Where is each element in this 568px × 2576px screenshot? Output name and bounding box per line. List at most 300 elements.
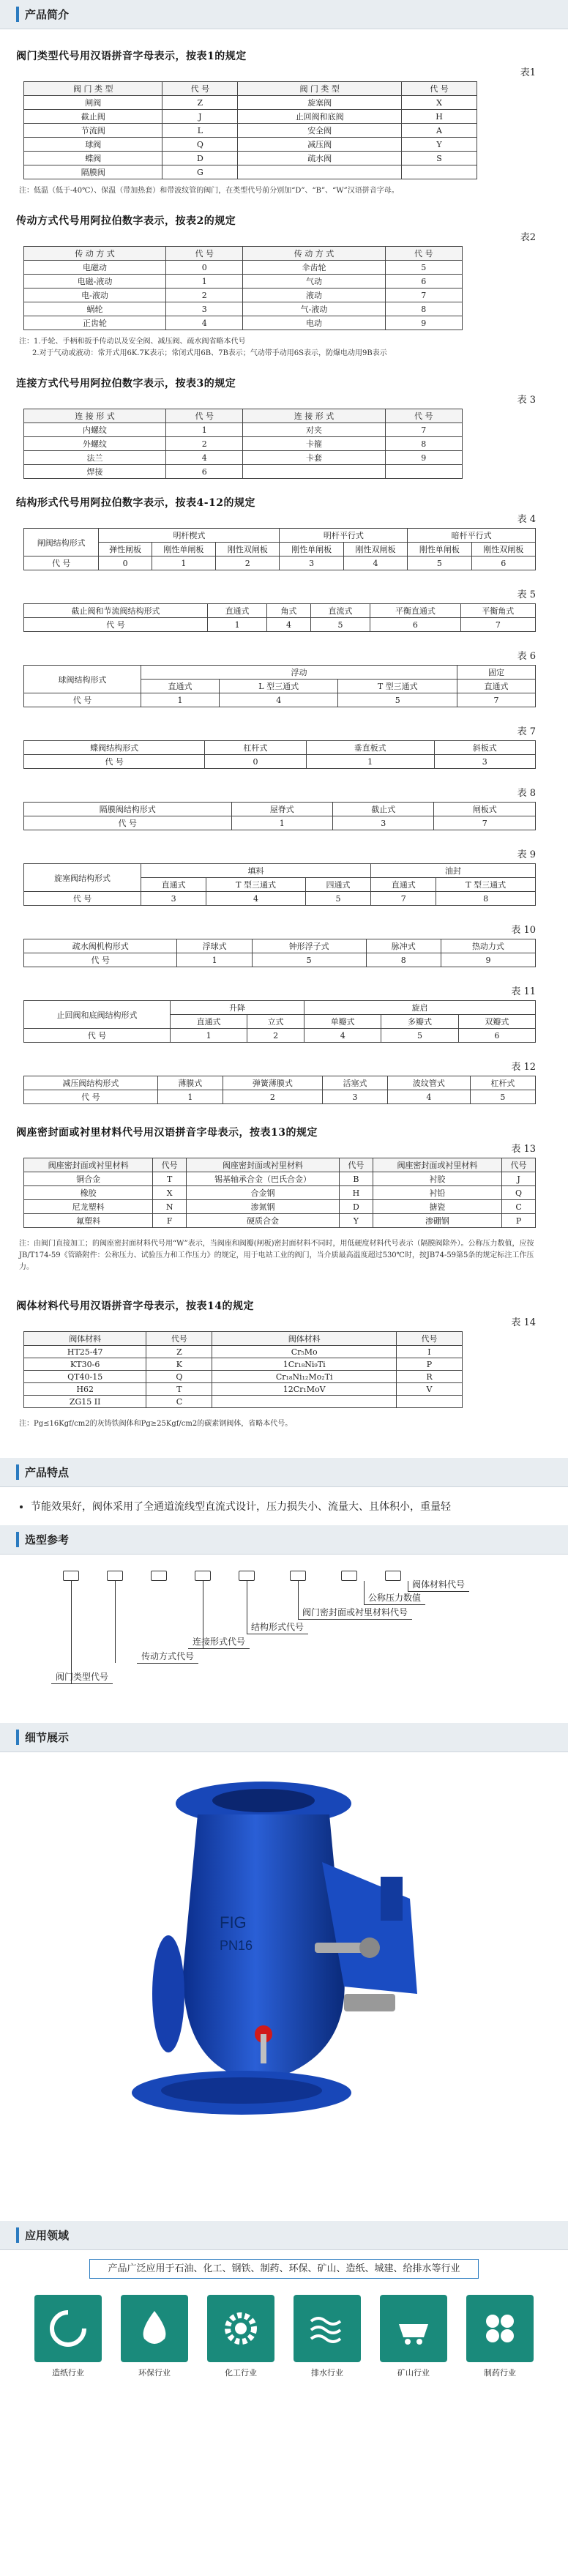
table-subheader-cell: 刚性单闸板 — [152, 543, 215, 556]
code-cell: 5 — [408, 556, 471, 570]
code-cell: 4 — [219, 693, 338, 707]
table-cell: 8 — [385, 437, 462, 451]
table-header-cell: 阀 门 类 型 — [24, 82, 162, 96]
table-cell: D — [162, 152, 238, 165]
table-5-number: 表 5 — [517, 589, 536, 600]
table-1 — [23, 81, 477, 179]
code-label-seal-material: 阀门密封面或衬里材料代号 — [298, 1606, 412, 1620]
table-11-block — [16, 983, 549, 1043]
table-10-block — [16, 922, 549, 967]
table-header-cell: 阀体材料 — [24, 1332, 146, 1346]
table-4-group: 明杆平行式 — [280, 529, 408, 543]
application-label: 造纸行业 — [52, 2368, 84, 2378]
table-cell: V — [396, 1383, 462, 1396]
code-cell: 8 — [366, 953, 441, 967]
water-drop-icon — [121, 2295, 188, 2362]
table-subheader-cell: 直通式 — [141, 680, 220, 693]
code-cell: 3 — [322, 1090, 387, 1104]
table-header-cell: 直通式 — [208, 604, 267, 618]
table-cell: Q — [502, 1186, 536, 1200]
code-label-pressure: 公称压力数值 — [364, 1591, 425, 1605]
table-cell: Z — [146, 1346, 212, 1358]
table-cell: K — [146, 1358, 212, 1371]
table-cell: 电动 — [243, 316, 385, 330]
table-subheader-cell: 多瓣式 — [381, 1015, 458, 1029]
code-cell: 1 — [141, 693, 220, 707]
table-9-block — [16, 846, 549, 906]
table-4-title: 结构形式代号用阿拉伯数字表示，按表4-12的规定 — [16, 497, 256, 509]
code-box — [151, 1571, 167, 1581]
table-header-cell: 阀 门 类 型 — [238, 82, 402, 96]
table-row — [24, 289, 463, 302]
table-3-number: 表 3 — [517, 395, 536, 406]
table-cell: 8 — [385, 302, 462, 316]
table-header-cell: 代 号 — [166, 247, 243, 261]
table-cell: P — [396, 1358, 462, 1371]
code-label: 代 号 — [24, 892, 141, 906]
table-label: 减压阀结构形式 — [24, 1076, 158, 1090]
code-cell: 2 — [247, 1029, 304, 1043]
table-header-cell: 直流式 — [310, 604, 370, 618]
intro-document — [0, 48, 568, 1430]
table-header-cell: 杠杆式 — [470, 1076, 535, 1090]
table-cell: 硬质合金 — [187, 1214, 340, 1228]
table-subheader-cell: 刚性单闸板 — [280, 543, 343, 556]
table-cell: 节流阀 — [24, 124, 162, 138]
section-title: 产品特点 — [16, 1464, 69, 1480]
table-6-group: 浮动 — [141, 666, 457, 680]
gear-icon — [207, 2295, 274, 2362]
table-header-cell: 阀座密封面或衬里材料 — [373, 1158, 501, 1172]
table-subheader-cell: 刚性双闸板 — [216, 543, 280, 556]
table-2-note-1: 注：1.手轮、手柄和扳手传动以及安全阀、减压阀、疏水阀省略本代号 — [19, 338, 246, 346]
code-cell: 1 — [306, 755, 434, 769]
table-header-cell: 连 接 形 式 — [24, 409, 166, 423]
table-11-label: 止回阀和底阀结构形式 — [24, 1001, 171, 1029]
section-title: 应用领域 — [16, 2227, 69, 2243]
code-box — [290, 1571, 306, 1581]
table-cell: T — [146, 1383, 212, 1396]
table-cell: 搪瓷 — [373, 1200, 501, 1214]
section-header-selection — [0, 1525, 568, 1555]
table-cell: 旋塞阀 — [238, 96, 402, 110]
leader-line — [115, 1581, 116, 1663]
code-cell: 3 — [333, 816, 434, 830]
table-cell: HT25-47 — [24, 1346, 146, 1358]
code-cell: 3 — [141, 892, 206, 906]
mine-cart-icon — [380, 2295, 447, 2362]
side-flange — [152, 1935, 184, 2052]
code-cell: 3 — [280, 556, 343, 570]
table-cell: 2 — [166, 437, 243, 451]
code-cell: 8 — [436, 892, 536, 906]
code-label: 代 号 — [24, 556, 99, 570]
code-label: 代 号 — [24, 755, 205, 769]
application-label: 化工行业 — [225, 2368, 257, 2378]
table-row — [24, 261, 463, 275]
table-row — [24, 124, 477, 138]
valve-photo — [0, 1752, 568, 2221]
table-row — [24, 96, 477, 110]
code-cell: 3 — [434, 755, 536, 769]
table-11-group: 升降 — [171, 1001, 304, 1015]
table-header-cell: 传 动 方 式 — [243, 247, 385, 261]
pilot-valve — [344, 1994, 395, 2011]
table-cell: 尼龙塑料 — [24, 1200, 153, 1214]
table-cell: 锡基轴承合金（巴氏合金） — [187, 1172, 340, 1186]
table-cell: 1Cr₁₈Ni₉Ti — [212, 1358, 397, 1371]
table-cell: Y — [339, 1214, 373, 1228]
table-cell: 减压阀 — [238, 138, 402, 152]
code-label: 代 号 — [24, 1029, 171, 1043]
table-cell: 合金钢 — [187, 1186, 340, 1200]
table-cell: 液动 — [243, 289, 385, 302]
table-cell: 12Cr₁MoV — [212, 1383, 397, 1396]
section-title: 细节展示 — [16, 1730, 69, 1745]
application-mining — [380, 2295, 447, 2378]
table-6-group: 固定 — [457, 666, 536, 680]
table-8-block — [16, 785, 549, 830]
table-header-cell: 薄膜式 — [157, 1076, 223, 1090]
table-label: 隔膜阀结构形式 — [24, 803, 232, 816]
table-row — [24, 465, 463, 479]
table-cell: QT40-15 — [24, 1371, 146, 1383]
code-label-drive: 传动方式代号 — [137, 1650, 198, 1664]
table-subheader-cell: 双瓣式 — [458, 1015, 535, 1029]
table-row — [24, 152, 477, 165]
table-cell: 对夹 — [243, 423, 385, 437]
table-subheader-cell: T 型三通式 — [436, 878, 536, 892]
code-cell: 4 — [388, 1090, 471, 1104]
pills-icon — [466, 2295, 534, 2362]
code-cell: 5 — [470, 1090, 535, 1104]
table-1-note: 注：低温（低于-40℃）、保温（带加热套）和带波纹管的阀门，在类型代号前分别加“D”、“B”、“W”汉语拼音字母。 — [19, 187, 399, 195]
table-header-cell: 代 号 — [385, 247, 462, 261]
table-header-cell: 浮球式 — [177, 939, 252, 953]
table-cell: Q — [162, 138, 238, 152]
table-subheader-cell: T 型三通式 — [338, 680, 457, 693]
table-subheader-cell: T 型三通式 — [206, 878, 306, 892]
table-cell: P — [502, 1214, 536, 1228]
table-header-cell: 代 号 — [162, 82, 238, 96]
table-1-block — [16, 48, 549, 197]
table-2-block — [16, 213, 549, 360]
code-cell: 4 — [267, 618, 311, 632]
table-cell: 气动 — [243, 275, 385, 289]
table-cell: N — [153, 1200, 187, 1214]
table-cell: I — [396, 1346, 462, 1358]
feature-list — [0, 1487, 568, 1525]
application-label: 环保行业 — [138, 2368, 171, 2378]
table-cell: 疏水阀 — [238, 152, 402, 165]
code-cell: 2 — [223, 1090, 322, 1104]
table-cell: H62 — [24, 1383, 146, 1396]
code-label-body-material: 阀体材料代号 — [408, 1578, 469, 1592]
table-header-cell: 代号 — [146, 1332, 212, 1346]
table-row — [24, 302, 463, 316]
table-header-cell: 波纹管式 — [388, 1076, 471, 1090]
table-row — [24, 437, 463, 451]
code-cell: 1 — [171, 1029, 247, 1043]
table-cell: 法兰 — [24, 451, 166, 465]
table-cell: B — [339, 1172, 373, 1186]
table-cell: R — [396, 1371, 462, 1383]
table-cell: X — [153, 1186, 187, 1200]
table-11 — [23, 1000, 536, 1043]
table-7-number: 表 7 — [517, 726, 536, 737]
table-cell: H — [339, 1186, 373, 1200]
table-11-group: 旋启 — [304, 1001, 536, 1015]
code-cell: 0 — [205, 755, 306, 769]
table-13-block — [16, 1125, 549, 1273]
valve-casting-mark: PN16 — [220, 1938, 253, 1953]
table-14 — [23, 1331, 463, 1408]
section-header-applications — [0, 2221, 568, 2250]
code-label: 代 号 — [24, 618, 208, 632]
table-cell: 卡套 — [243, 451, 385, 465]
table-14-number: 表 14 — [511, 1317, 536, 1328]
table-13 — [23, 1158, 536, 1228]
table-cell: 闸阀 — [24, 96, 162, 110]
table-4-block — [16, 495, 549, 570]
table-cell: 卡箍 — [243, 437, 385, 451]
wave-icon — [294, 2295, 361, 2362]
table-row — [24, 138, 477, 152]
table-cell — [243, 465, 385, 479]
table-row — [24, 1214, 536, 1228]
table-cell — [238, 165, 402, 179]
table-cell — [212, 1396, 397, 1408]
table-header-cell: 脉冲式 — [366, 939, 441, 953]
table-cell: ZG15 II — [24, 1396, 146, 1408]
application-label: 制药行业 — [484, 2368, 516, 2378]
table-header-cell: 闸板式 — [434, 803, 536, 816]
table-cell: 电磁-液动 — [24, 275, 166, 289]
table-cell: J — [502, 1172, 536, 1186]
code-cell: 5 — [381, 1029, 458, 1043]
table-header-cell: 角式 — [267, 604, 311, 618]
applications-text: 产品广泛应用于石油、化工、钢铁、制药、环保、矿山、造纸、城建、给排水等行业 — [89, 2259, 478, 2279]
table-cell — [385, 465, 462, 479]
table-9 — [23, 863, 536, 906]
code-cell: 1 — [208, 618, 267, 632]
table-9-number: 表 9 — [517, 849, 536, 860]
table-cell: 渗硼钢 — [373, 1214, 501, 1228]
table-cell: 1 — [166, 275, 243, 289]
table-cell: Cr₅Mo — [212, 1346, 397, 1358]
code-label: 代 号 — [24, 1090, 158, 1104]
table-12 — [23, 1076, 536, 1104]
application-drainage — [294, 2295, 361, 2378]
table-8 — [23, 802, 536, 830]
table-header-cell: 热动力式 — [441, 939, 535, 953]
table-cell — [402, 165, 477, 179]
table-14-block — [16, 1298, 549, 1430]
table-4 — [23, 528, 536, 570]
table-header-cell: 连 接 形 式 — [243, 409, 385, 423]
code-cell: 9 — [441, 953, 535, 967]
table-cell: 7 — [385, 423, 462, 437]
table-2-note-2: 2.对于气动或液动：常开式用6K.7K表示；常闭式用6B、7B表示；气动带手动用6S表示，防爆电动用9B表示 — [32, 349, 387, 357]
table-cell: 6 — [166, 465, 243, 479]
table-header-cell: 阀座密封面或衬里材料 — [24, 1158, 153, 1172]
application-pharma — [466, 2295, 534, 2378]
table-13-number: 表 13 — [511, 1144, 536, 1155]
table-header-cell: 代号 — [502, 1158, 536, 1172]
feature-item: • 节能效果好，阀体采用了全通道流线型直流式设计，压力损失小、流量大、且体积小，重量轻 — [31, 1499, 550, 1514]
valve-illustration — [0, 1752, 568, 2221]
table-subheader-cell: 直通式 — [457, 680, 536, 693]
table-header-cell: 代 号 — [402, 82, 477, 96]
table-cell: 电磁动 — [24, 261, 166, 275]
code-box — [341, 1571, 357, 1581]
table-2-number: 表2 — [520, 232, 536, 243]
table-14-note: 注：Pg≤16Kgf/cm2的灰铸铁阀体和Pg≥25Kgf/cm2的碳素钢阀体，省略本代号。 — [19, 1420, 293, 1428]
code-cell: 6 — [458, 1029, 535, 1043]
table-10 — [23, 939, 536, 967]
code-label: 代 号 — [24, 693, 141, 707]
section-header-features — [0, 1458, 568, 1487]
code-cell: 7 — [371, 892, 436, 906]
table-header-cell: 杠杆式 — [205, 741, 306, 755]
code-cell: 6 — [370, 618, 461, 632]
table-5 — [23, 603, 536, 632]
table-5-block — [16, 587, 549, 632]
paper-icon — [34, 2295, 102, 2362]
table-cell: 球阀 — [24, 138, 162, 152]
table-cell: 外螺纹 — [24, 437, 166, 451]
section-header-intro — [0, 0, 568, 29]
table-cell: 6 — [385, 275, 462, 289]
applications-banner — [0, 2250, 568, 2285]
table-9-label: 旋塞阀结构形式 — [24, 864, 141, 892]
code-cell: 1 — [177, 953, 252, 967]
table-header-cell: 平衡角式 — [460, 604, 535, 618]
table-cell: 焊接 — [24, 465, 166, 479]
table-6-label: 球阀结构形式 — [24, 666, 141, 693]
application-icons — [0, 2285, 568, 2384]
table-cell: Z — [162, 96, 238, 110]
table-4-number: 表 4 — [517, 514, 536, 525]
table-row — [24, 423, 463, 437]
table-2-title: 传动方式代号用阿拉伯数字表示，按表2的规定 — [16, 215, 236, 227]
code-label-structure: 结构形式代号 — [247, 1620, 308, 1634]
table-cell: Y — [402, 138, 477, 152]
table-cell: S — [402, 152, 477, 165]
table-cell: 橡胶 — [24, 1186, 153, 1200]
table-cell: D — [339, 1200, 373, 1214]
table-header-cell: 阀座密封面或衬里材料 — [187, 1158, 340, 1172]
table-cell: Cr₁₈Ni₁₂Mo₂Ti — [212, 1371, 397, 1383]
pilot-tube — [315, 1943, 366, 1953]
table-3-block — [16, 376, 549, 479]
code-cell: 2 — [216, 556, 280, 570]
table-cell: H — [402, 110, 477, 124]
table-cell: A — [402, 124, 477, 138]
table-3 — [23, 409, 463, 479]
code-label-valve-type: 阀门类型代号 — [51, 1670, 113, 1684]
table-1-number: 表1 — [520, 67, 536, 78]
application-label: 排水行业 — [311, 2368, 343, 2378]
code-box — [239, 1571, 255, 1581]
table-cell: 4 — [166, 316, 243, 330]
code-cell: 1 — [152, 556, 215, 570]
table-subheader-cell: 四通式 — [305, 878, 370, 892]
table-7 — [23, 740, 536, 769]
table-cell: 截止阀 — [24, 110, 162, 124]
code-cell: 5 — [338, 693, 457, 707]
table-row — [24, 1358, 463, 1371]
table-6-block — [16, 648, 549, 707]
table-cell: T — [153, 1172, 187, 1186]
table-cell: 蜗轮 — [24, 302, 166, 316]
code-cell: 6 — [471, 556, 535, 570]
table-13-title: 阀座密封面或衬里材料代号用汉语拼音字母表示，按表13的规定 — [16, 1127, 318, 1139]
table-subheader-cell: 直通式 — [171, 1015, 247, 1029]
table-subheader-cell: 直通式 — [371, 878, 436, 892]
table-7-block — [16, 723, 549, 769]
table-cell: 2 — [166, 289, 243, 302]
table-header-cell: 代 号 — [385, 409, 462, 423]
table-header-cell: 截止式 — [333, 803, 434, 816]
section-title: 选型参考 — [16, 1532, 69, 1547]
application-paper — [34, 2295, 102, 2378]
table-subheader-cell: 刚性双闸板 — [471, 543, 535, 556]
table-label: 蝶阀结构形式 — [24, 741, 205, 755]
table-6-number: 表 6 — [517, 651, 536, 662]
code-cell: 7 — [457, 693, 536, 707]
table-row — [24, 1371, 463, 1383]
table-header-cell: 弹簧薄膜式 — [223, 1076, 322, 1090]
table-cell: 氟塑料 — [24, 1214, 153, 1228]
table-subheader-cell: 立式 — [247, 1015, 304, 1029]
table-3-title: 连接方式代号用阿拉伯数字表示，按表3的规定 — [16, 378, 236, 390]
table-header-cell: 屋脊式 — [231, 803, 332, 816]
table-header-cell: 代号 — [396, 1332, 462, 1346]
table-cell: C — [146, 1396, 212, 1408]
table-11-number: 表 11 — [511, 986, 536, 997]
table-cell: G — [162, 165, 238, 179]
table-cell: 气-液动 — [243, 302, 385, 316]
table-12-block — [16, 1059, 549, 1104]
table-cell: 蝶阀 — [24, 152, 162, 165]
model-code-diagram — [0, 1555, 568, 1723]
table-4-group: 暗杆平行式 — [408, 529, 536, 543]
table-subheader-cell: 单瓣式 — [304, 1015, 381, 1029]
table-header-cell: 代号 — [153, 1158, 187, 1172]
table-cell: 电-液动 — [24, 289, 166, 302]
table-cell: 隔膜阀 — [24, 165, 162, 179]
table-row — [24, 451, 463, 465]
table-cell: 伞齿轮 — [243, 261, 385, 275]
table-10-number: 表 10 — [511, 925, 536, 936]
table-header-cell: 平衡直通式 — [370, 604, 461, 618]
table-cell: F — [153, 1214, 187, 1228]
table-cell: 9 — [385, 316, 462, 330]
application-label: 矿山行业 — [397, 2368, 430, 2378]
table-row — [24, 165, 477, 179]
table-header-cell: 代 号 — [166, 409, 243, 423]
table-cell: 3 — [166, 302, 243, 316]
valve-casting-mark: FIG — [220, 1913, 247, 1932]
table-row — [24, 1396, 463, 1408]
table-subheader-cell: L 型三通式 — [219, 680, 338, 693]
table-label: 截止阀和节流阀结构形式 — [24, 604, 208, 618]
leader-line — [71, 1581, 72, 1683]
table-cell: Q — [146, 1371, 212, 1383]
table-cell: 正齿轮 — [24, 316, 166, 330]
code-label-connection: 连接形式代号 — [188, 1635, 250, 1649]
